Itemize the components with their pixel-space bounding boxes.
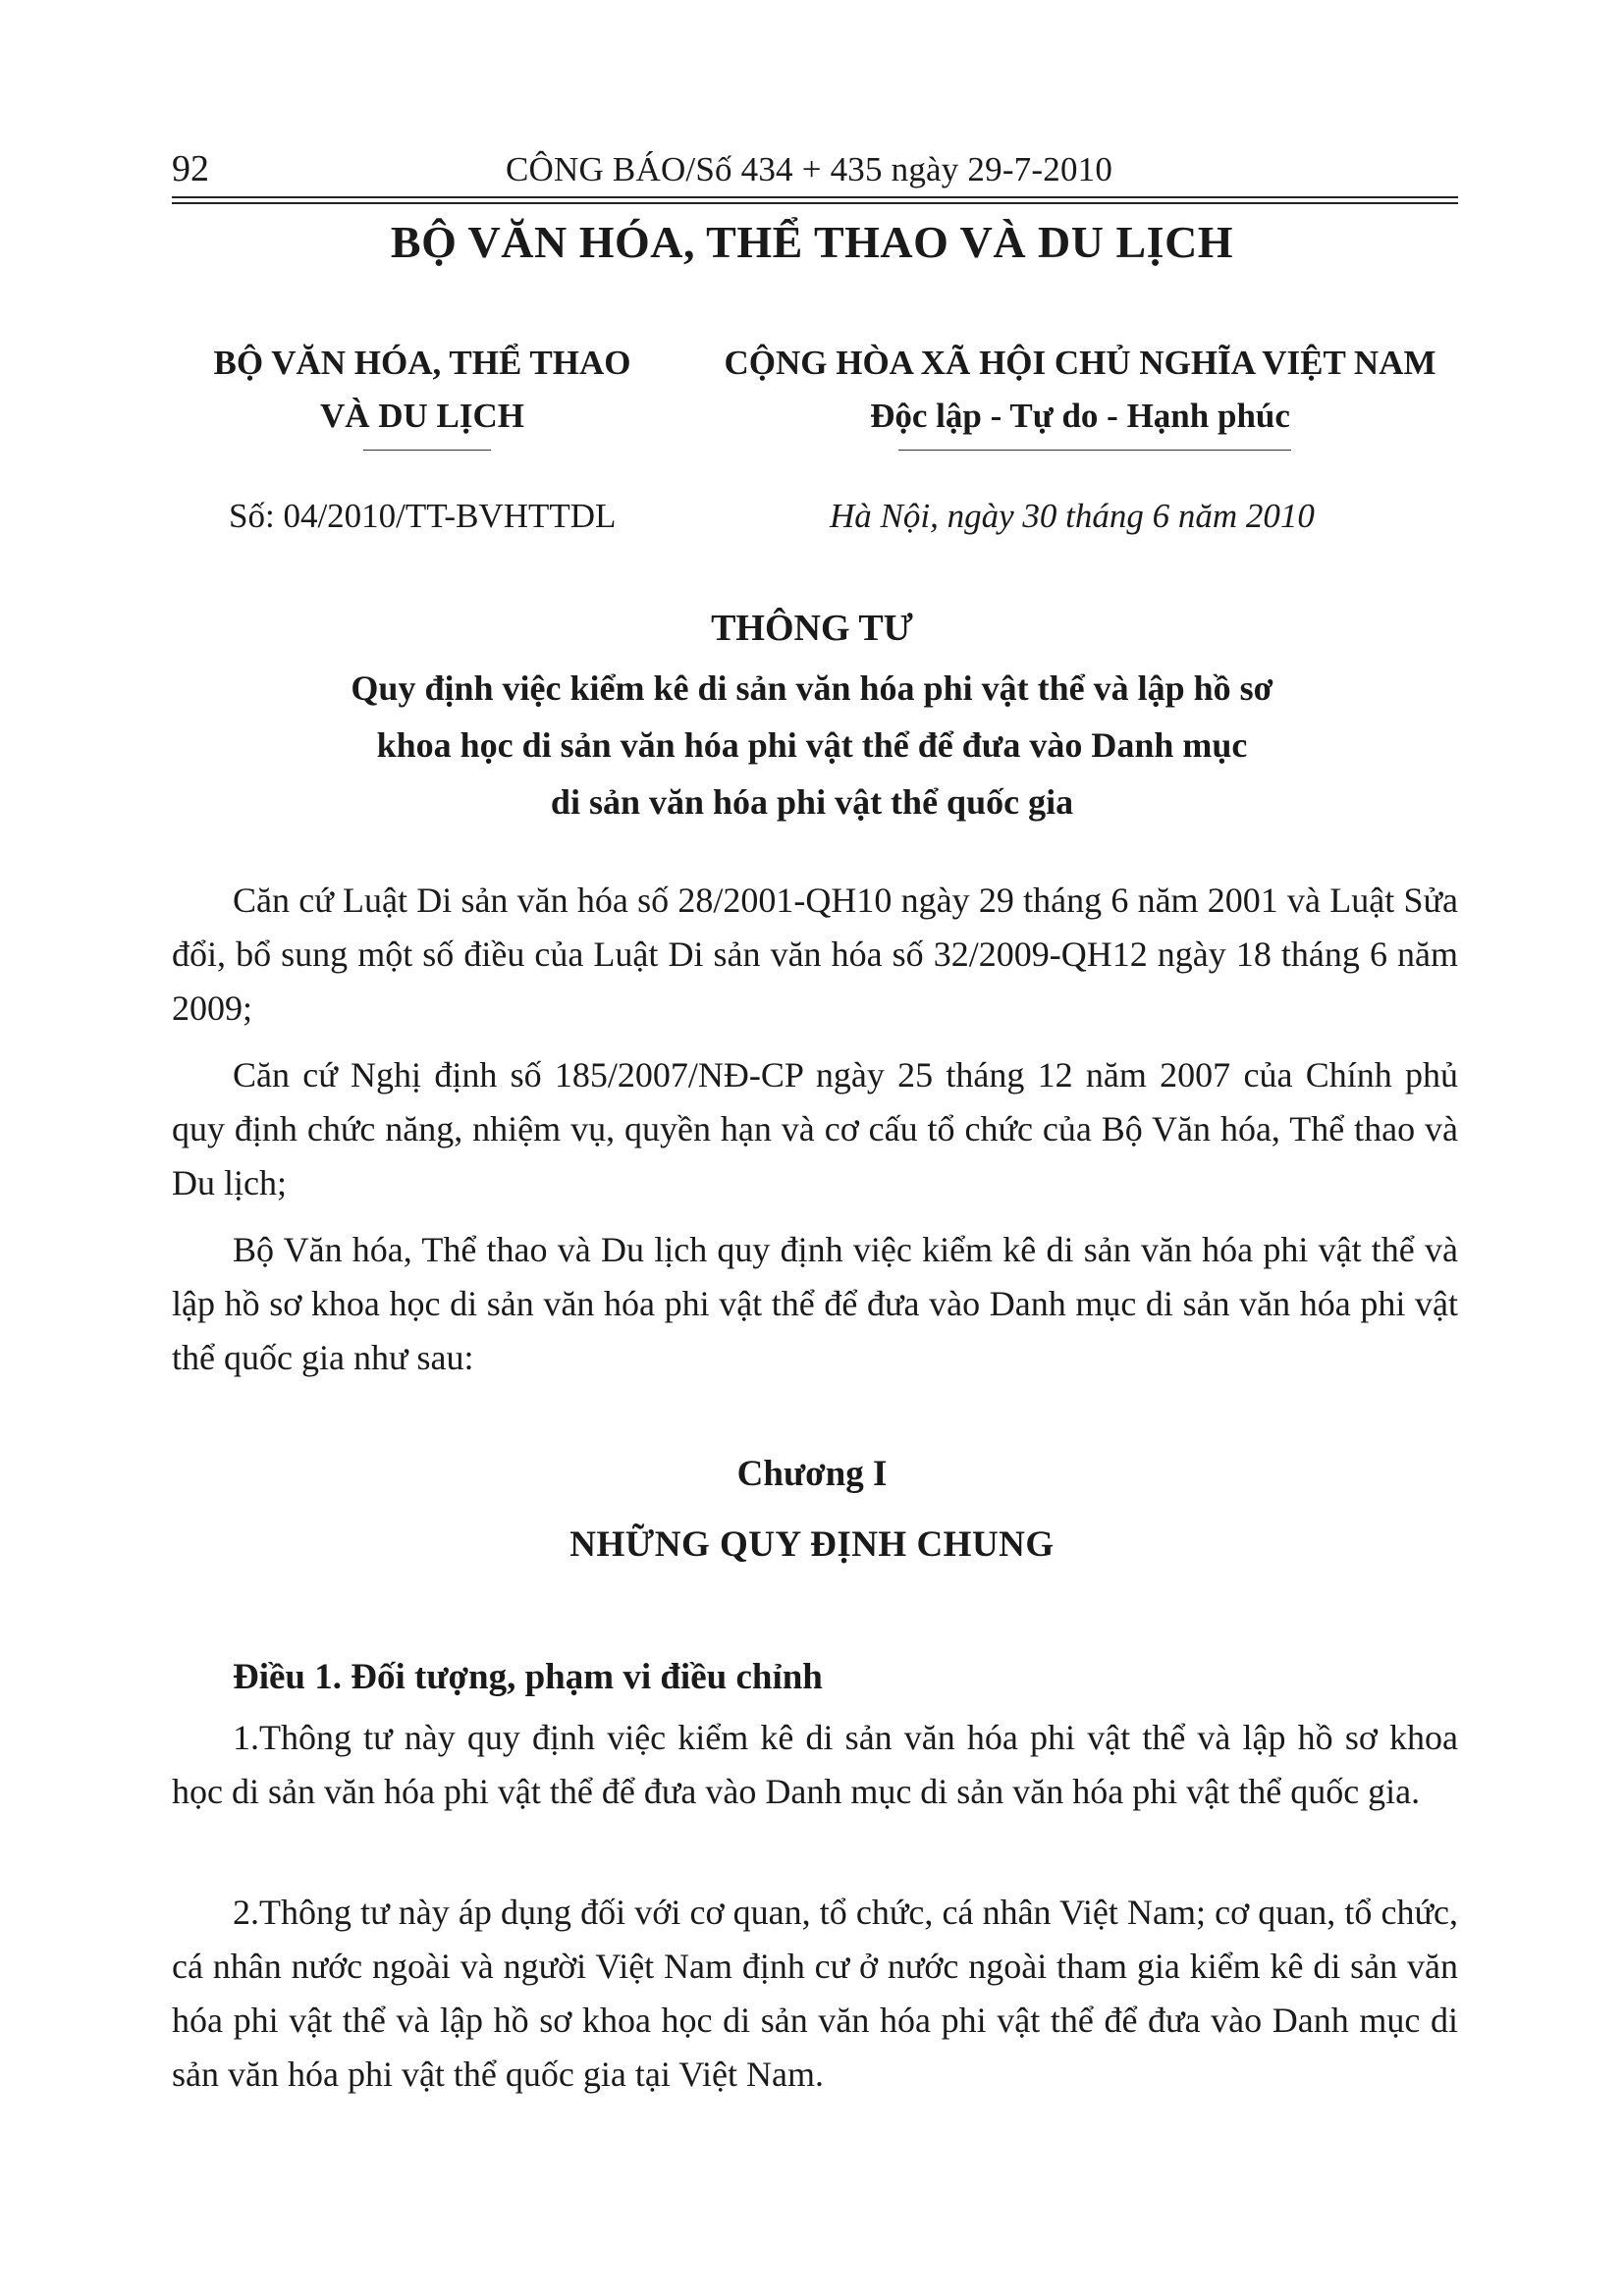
preamble-paragraph: Căn cứ Nghị định số 185/2007/NĐ-CP ngày 25 tháng 12 năm 2007 của Chính phủ quy định chức năng, nhiệm vụ, quyền hạn và cơ cấu tổ chức của Bộ Văn hóa, Thể thao và Du lịch; — [172, 1055, 1458, 1202]
national-motto: Độc lập - Tự do - Hạnh phúc — [870, 397, 1290, 435]
document-date: Hà Nội, ngày 30 tháng 6 năm 2010 — [830, 497, 1315, 535]
document-number: Số: 04/2010/TT-BVHTTDL — [229, 497, 617, 535]
motto-underline — [898, 450, 1291, 451]
document-type: THÔNG TƯ — [711, 608, 913, 649]
header-rule — [172, 196, 1458, 198]
article-clause: 2.Thông tư này áp dụng đối với cơ quan, tổ chức, cá nhân Việt Nam; cơ quan, tổ chức, cá nhân nước ngoài và người Việt Nam định cư ở nước ngoài tham gia kiểm kê di sản văn hóa phi vật thể và lập hồ sơ khoa học di sản văn hóa phi vật thể để đưa vào Danh mục di sản văn hóa phi vật thể quốc gia tại Việt Nam. — [172, 1893, 1458, 2094]
ministry-heading: BỘ VĂN HÓA, THỂ THAO VÀ DU LỊCH — [390, 217, 1234, 267]
issuer-line-2: VÀ DU LỊCH — [319, 397, 525, 435]
subject-line: Quy định việc kiểm kê di sản văn hóa phi vật thể và lập hồ sơ — [351, 668, 1273, 708]
issuer-block — [187, 337, 658, 443]
header-rule-double — [172, 202, 1458, 204]
article-heading: Điều 1. Đối tượng, phạm vi điều chỉnh — [233, 1657, 823, 1697]
subject-line: khoa học di sản văn hóa phi vật thể để đưa vào Danh mục — [376, 725, 1248, 765]
chapter-title: NHỮNG QUY ĐỊNH CHUNG — [569, 1524, 1055, 1565]
republic-name: CỘNG HÒA XÃ HỘI CHỦ NGHĨA VIỆT NAM — [724, 344, 1436, 382]
issuer-underline — [363, 450, 491, 451]
article-clause: 1.Thông tư này quy định việc kiểm kê di sản văn hóa phi vật thể và lập hồ sơ khoa học di sản văn hóa phi vật thể để đưa vào Danh mục di sản văn hóa phi vật thể quốc gia. — [172, 1718, 1458, 1811]
preamble-paragraph: Căn cứ Luật Di sản văn hóa số 28/2001-QH10 ngày 29 tháng 6 năm 2001 và Luật Sửa đổi, bổ sung một số điều của Luật Di sản văn hóa số 32/2009-QH12 ngày 18 tháng 6 năm 2009; — [172, 881, 1458, 1028]
running-title: CÔNG BÁO/Số 434 + 435 ngày 29-7-2010 — [506, 150, 1113, 188]
chapter-label: Chương I — [736, 1454, 888, 1494]
subject-line: di sản văn hóa phi vật thể quốc gia — [550, 782, 1074, 822]
page-number: 92 — [172, 148, 209, 189]
issuer-line-1: BỘ VĂN HÓA, THỂ THAO — [213, 344, 631, 382]
document-subject — [245, 660, 1379, 830]
preamble-paragraph: Bộ Văn hóa, Thể thao và Du lịch quy định việc kiểm kê di sản văn hóa phi vật thể và lập hồ sơ khoa học di sản văn hóa phi vật thể để đưa vào Danh mục di sản văn hóa phi vật thể quốc gia như sau: — [172, 1230, 1458, 1377]
republic-block — [702, 337, 1458, 443]
